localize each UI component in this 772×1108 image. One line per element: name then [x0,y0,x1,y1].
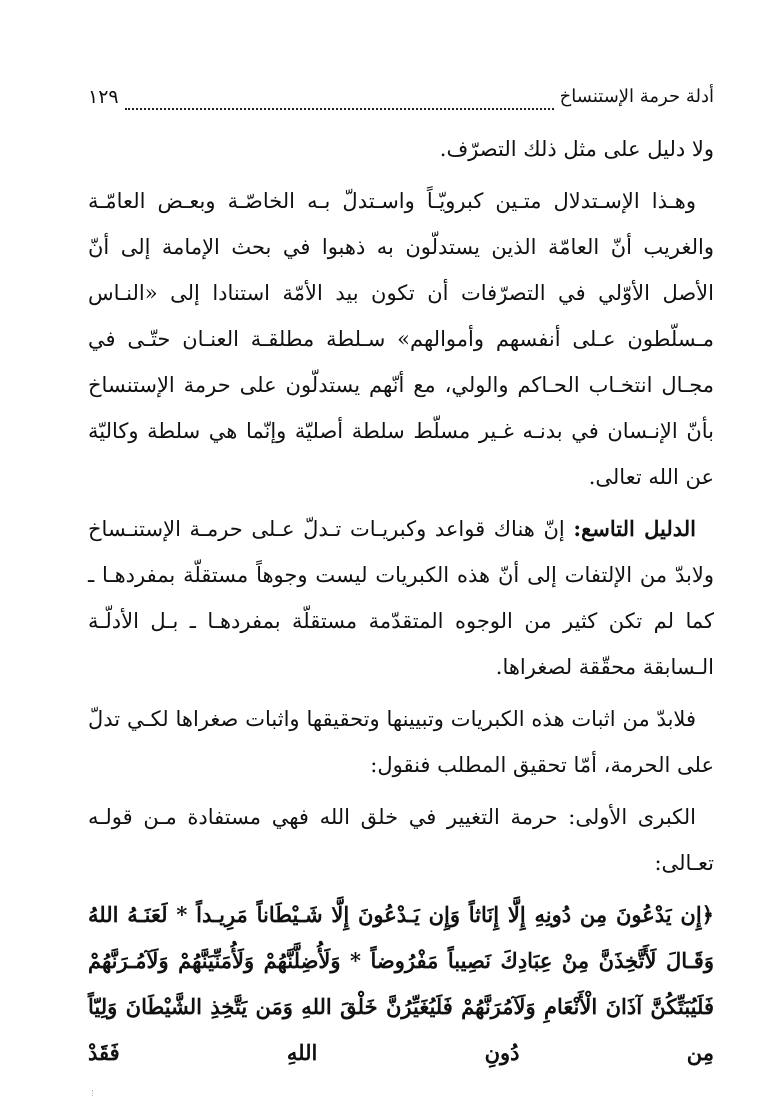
page-edge-mark [92,1090,99,1096]
paragraph: ولا دليل على مثل ذلك التصرّف. [439,137,714,161]
paragraph-text: إنّ هناك قواعد وكبريـات تـدلّ عـلى حرمـة الإستنـساخ ولابدّ من الإلتفات إلى أنّ هذه الكبريات ليست وجوهاً مستقلّة بمفردهـا ـ كما لم تكن كثير من الوجوه المتقدّمة مستقلّة بمفردهـا ـ بـل الأدلّـة الـسابقة محقّقة لصغراها. [88,517,714,679]
page-number: ١٢٩ [88,86,119,108]
page [88,84,714,1076]
paragraph-heading: الدليل التاسع: [573,516,696,541]
paragraph: وهـذا الإسـتدلال متـين كبرويّـاً واسـتدلّ بـه الخاصّـة وبعـض العامّـة والغريب أنّ العامّة الذين يستدلّون به ذهبوا في بحث الإمامة إلى أنّ الأصل الأوّلي في التصرّفات أن تكون بيد الأمّة استنادا إلى «النـاس مـسلّطون عـلى أنفسهم وأموالهم» سـلطة مطلقـة العنـان حتّـى في مجـال انتخـاب الحـاكم والولي، مع أنّهم يستدلّون على حرمة الإستنساخ بأنّ الإنـسان في بدنـه غـير مسلّط سلطة أصليّة وإنّما هي سلطة وكاليّة عن الله تعالى. [88,189,714,489]
paragraph: فلابدّ من اثبات هذه الكبريات وتبيينها وتحقيقها واثبات صغراها لكـي تدلّ على الحرمة، أمّا تحقيق المطلب فنقول: [88,707,714,777]
running-header [88,84,714,110]
header-title: أدلة حرمة الإستنساخ [559,86,714,107]
paragraph: الكبرى الأولى: حرمة التغيير في خلق الله فهي مستفادة مـن قولـه تعـالى: [88,805,714,875]
page-body [88,126,714,1076]
quran-verse: ﴿إِن يَدْعُونَ مِن دُونِهِ إِلَّا إِنَاثاً وَإِن يَـدْعُونَ إِلَّا شَـيْطَاناً مَرِيـداً * لَعَنَـهُ اللهُ وَقَـالَ لَأَتَّخِذَنَّ مِنْ عِبَادِكَ نَصِيباً مَفْرُوضاً * وَلَأُضِلَّنَّهُمْ وَلَأُمَنِّيَنَّهُمْ وَلَآمُـرَنَّهُمْ فَلَيُبَتِّكُنَّ آذَانَ الْأَنْعَامِ وَلَآمُرَنَّهُمْ فَلَيُغَيِّرُنَّ خَلْقَ اللهِ وَمَن يَتَّخِذِ الشَّيْطَانَ وَلِيّاً مِن دُونِ اللهِ فَقَدْ [88,902,714,1065]
header-dot-leader [125,90,554,110]
paragraph [88,506,714,690]
